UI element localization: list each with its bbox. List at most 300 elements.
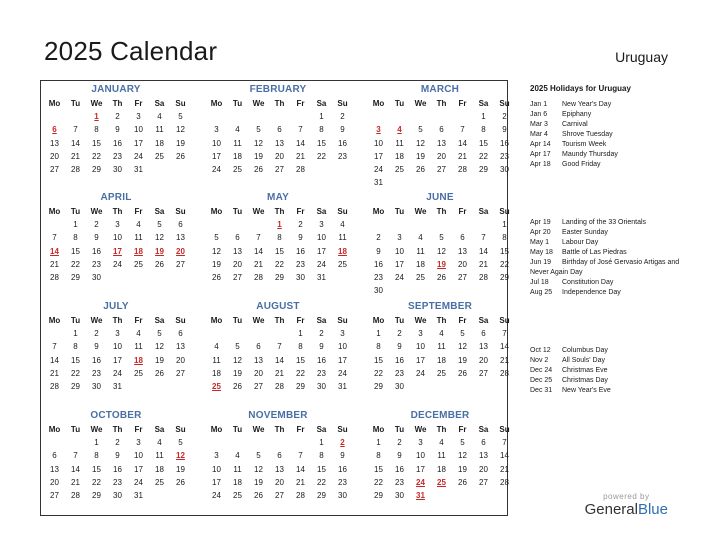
holiday-entry [530, 376, 680, 386]
weekday-header: We [90, 316, 103, 325]
month-march [368, 83, 518, 189]
day-cell: 4 [235, 125, 240, 135]
day-cell: 18 [416, 259, 425, 269]
day-cell: 3 [340, 329, 345, 339]
day-cell: 16 [395, 464, 404, 474]
holiday-date: Mar 3 [530, 121, 548, 128]
day-cell: 25 [416, 272, 425, 282]
day-cell: 18 [395, 151, 404, 161]
weekday-header: Fr [458, 99, 467, 108]
month-may [206, 191, 356, 284]
day-cell: 20 [458, 259, 467, 269]
day-cell: 3 [214, 451, 219, 461]
day-cell: 20 [275, 477, 284, 487]
holiday-entry [530, 120, 680, 130]
day-cell: 5 [256, 125, 261, 135]
weekday-header: Tu [70, 316, 81, 325]
day-cell: 15 [317, 464, 326, 474]
day-cell: 4 [340, 220, 345, 230]
day-cell: 15 [92, 138, 101, 148]
holiday-group [530, 346, 680, 396]
day-cell: 29 [92, 490, 101, 500]
weekday-header: Tu [394, 316, 405, 325]
day-cell: 21 [296, 477, 305, 487]
holiday-day-cell: 18 [134, 355, 143, 365]
weekday-header: Su [175, 207, 186, 216]
month-title: FEBRUARY [249, 84, 307, 95]
holiday-name: New Year's Day [562, 101, 612, 108]
holiday-date: May 18 [530, 249, 553, 256]
day-cell: 22 [500, 259, 509, 269]
day-cell: 26 [437, 272, 446, 282]
holiday-day-cell: 25 [437, 477, 446, 487]
day-cell: 11 [395, 138, 404, 148]
day-cell: 26 [254, 490, 263, 500]
day-cell: 2 [115, 112, 120, 122]
day-cell: 18 [233, 477, 242, 487]
holiday-name: Epiphany [562, 111, 592, 118]
day-cell: 19 [416, 151, 425, 161]
weekday-header: Sa [154, 207, 165, 216]
month-title: JULY [103, 301, 129, 312]
day-cell: 19 [176, 464, 185, 474]
day-cell: 25 [155, 477, 164, 487]
day-cell: 3 [115, 329, 120, 339]
day-cell: 14 [71, 464, 80, 474]
day-cell: 9 [115, 125, 120, 135]
day-cell: 11 [437, 342, 446, 352]
weekday-header: Th [436, 99, 447, 108]
day-cell: 24 [212, 490, 221, 500]
day-cell: 26 [212, 272, 221, 282]
day-cell: 22 [71, 368, 80, 378]
day-cell: 9 [115, 451, 120, 461]
day-cell: 12 [212, 246, 221, 256]
holiday-name: Tourism Week [562, 141, 607, 148]
day-cell: 16 [92, 355, 101, 365]
holiday-day-cell: 14 [50, 246, 59, 256]
day-cell: 23 [317, 368, 326, 378]
day-cell: 23 [338, 477, 347, 487]
day-cell: 7 [73, 125, 78, 135]
day-cell: 30 [113, 490, 122, 500]
weekday-header: Mo [372, 99, 385, 108]
day-cell: 18 [212, 368, 221, 378]
holiday-entry [530, 258, 680, 278]
day-cell: 31 [317, 272, 326, 282]
day-cell: 4 [214, 342, 219, 352]
weekday-header: Mo [48, 99, 61, 108]
holiday-day-cell: 24 [416, 477, 425, 487]
month-title: JANUARY [91, 84, 141, 95]
day-cell: 25 [155, 151, 164, 161]
holiday-date: Apr 17 [530, 151, 551, 158]
day-cell: 8 [73, 233, 78, 243]
day-cell: 30 [92, 272, 101, 282]
day-cell: 4 [439, 438, 444, 448]
day-cell: 30 [374, 286, 383, 296]
day-cell: 31 [113, 381, 122, 391]
day-cell: 23 [92, 368, 101, 378]
day-cell: 23 [500, 151, 509, 161]
day-cell: 1 [73, 329, 78, 339]
day-cell: 22 [374, 477, 383, 487]
day-cell: 24 [134, 477, 143, 487]
brand-logo [585, 492, 668, 518]
day-cell: 8 [298, 342, 303, 352]
day-cell: 14 [50, 355, 59, 365]
day-cell: 27 [458, 272, 467, 282]
holiday-name: All Souls' Day [562, 357, 605, 364]
day-cell: 20 [479, 355, 488, 365]
day-cell: 16 [92, 246, 101, 256]
day-cell: 1 [319, 112, 324, 122]
weekday-header: Mo [210, 425, 223, 434]
weekday-header: Su [337, 99, 348, 108]
month-july [44, 300, 194, 393]
day-cell: 22 [479, 151, 488, 161]
day-cell: 29 [275, 272, 284, 282]
page-title: 2025 Calendar [44, 36, 218, 66]
day-cell: 1 [94, 438, 99, 448]
holiday-entry [530, 346, 680, 356]
day-cell: 21 [50, 368, 59, 378]
day-cell: 7 [298, 125, 303, 135]
day-cell: 12 [254, 464, 263, 474]
day-cell: 4 [157, 112, 162, 122]
day-cell: 4 [418, 233, 423, 243]
day-cell: 10 [374, 138, 383, 148]
month-title: OCTOBER [90, 410, 142, 421]
day-cell: 24 [317, 259, 326, 269]
day-cell: 16 [395, 355, 404, 365]
day-cell: 11 [416, 246, 425, 256]
day-cell: 27 [176, 259, 185, 269]
day-cell: 10 [134, 451, 143, 461]
day-cell: 17 [134, 138, 143, 148]
day-cell: 30 [296, 272, 305, 282]
day-cell: 8 [94, 451, 99, 461]
day-cell: 14 [71, 138, 80, 148]
day-cell: 10 [212, 138, 221, 148]
holiday-date: Jan 1 [530, 101, 548, 108]
day-cell: 11 [134, 233, 143, 243]
holiday-name: New Year's Eve [562, 387, 611, 394]
month-title: MARCH [420, 84, 460, 95]
day-cell: 28 [479, 272, 488, 282]
day-cell: 19 [176, 138, 185, 148]
day-cell: 15 [71, 355, 80, 365]
holiday-entry [530, 150, 680, 160]
day-cell: 13 [437, 138, 446, 148]
day-cell: 13 [275, 138, 284, 148]
day-cell: 10 [113, 233, 122, 243]
day-cell: 21 [71, 477, 80, 487]
holiday-date: Nov 2 [530, 357, 549, 364]
brand-name-blue: Blue [637, 501, 668, 518]
day-cell: 19 [254, 151, 263, 161]
weekday-header: Fr [296, 425, 305, 434]
day-cell: 14 [275, 355, 284, 365]
day-cell: 31 [134, 164, 143, 174]
weekday-header: Su [337, 425, 348, 434]
weekday-header: Sa [478, 99, 489, 108]
month-title: AUGUST [256, 301, 300, 312]
holiday-group [530, 218, 680, 298]
holiday-name: Landing of the 33 Orientals [562, 219, 647, 226]
day-cell: 9 [94, 342, 99, 352]
day-cell: 3 [319, 220, 324, 230]
holiday-name: Christmas Eve [562, 367, 608, 374]
weekday-header: Fr [458, 425, 467, 434]
holiday-entry [530, 228, 680, 238]
day-cell: 23 [395, 477, 404, 487]
day-cell: 8 [376, 451, 381, 461]
day-cell: 5 [460, 329, 465, 339]
holiday-date: Apr 18 [530, 161, 551, 168]
day-cell: 12 [416, 138, 425, 148]
holiday-name: Maundy Thursday [562, 151, 618, 158]
holiday-entry [530, 100, 680, 110]
day-cell: 5 [256, 451, 261, 461]
day-cell: 30 [395, 381, 404, 391]
day-cell: 29 [296, 381, 305, 391]
holiday-date: Jun 19 [530, 259, 552, 266]
day-cell: 19 [233, 368, 242, 378]
weekday-header: Tu [232, 99, 243, 108]
day-cell: 2 [376, 233, 381, 243]
day-cell: 14 [500, 451, 509, 461]
day-cell: 22 [296, 368, 305, 378]
day-cell: 6 [277, 451, 282, 461]
weekday-header: Fr [296, 207, 305, 216]
day-cell: 6 [178, 329, 183, 339]
day-cell: 26 [233, 381, 242, 391]
weekday-header: Sa [478, 425, 489, 434]
day-cell: 20 [233, 259, 242, 269]
weekday-header: Th [274, 207, 285, 216]
weekday-header: Su [337, 207, 348, 216]
day-cell: 18 [155, 464, 164, 474]
day-cell: 22 [92, 477, 101, 487]
day-cell: 21 [479, 259, 488, 269]
day-cell: 30 [500, 164, 509, 174]
holiday-day-cell: 3 [376, 125, 381, 135]
weekday-header: Mo [210, 207, 223, 216]
day-cell: 21 [50, 259, 59, 269]
day-cell: 29 [317, 490, 326, 500]
day-cell: 17 [395, 259, 404, 269]
day-cell: 17 [134, 464, 143, 474]
day-cell: 22 [275, 259, 284, 269]
holiday-day-cell: 31 [416, 490, 425, 500]
holiday-date: Apr 20 [530, 229, 551, 236]
day-cell: 11 [437, 451, 446, 461]
day-cell: 15 [275, 246, 284, 256]
day-cell: 7 [52, 342, 57, 352]
day-cell: 17 [374, 151, 383, 161]
day-cell: 28 [50, 272, 59, 282]
weekday-header: Su [337, 316, 348, 325]
day-cell: 3 [136, 438, 141, 448]
day-cell: 17 [113, 355, 122, 365]
weekday-header: We [252, 316, 265, 325]
holiday-name: Columbus Day [562, 347, 608, 354]
weekday-header: Fr [134, 99, 143, 108]
day-cell: 27 [437, 164, 446, 174]
day-cell: 3 [418, 438, 423, 448]
day-cell: 22 [71, 259, 80, 269]
day-cell: 26 [458, 477, 467, 487]
day-cell: 17 [212, 151, 221, 161]
day-cell: 6 [460, 233, 465, 243]
day-cell: 27 [275, 490, 284, 500]
day-cell: 15 [374, 464, 383, 474]
holiday-day-cell: 1 [277, 220, 282, 230]
day-cell: 28 [296, 164, 305, 174]
day-cell: 9 [397, 451, 402, 461]
day-cell: 6 [439, 125, 444, 135]
holiday-entry [530, 140, 680, 150]
weekday-header: Su [499, 425, 510, 434]
day-cell: 21 [500, 464, 509, 474]
day-cell: 13 [479, 342, 488, 352]
day-cell: 6 [277, 125, 282, 135]
weekday-header: Th [274, 425, 285, 434]
day-cell: 1 [73, 220, 78, 230]
holiday-day-cell: 18 [134, 246, 143, 256]
weekday-header: Mo [210, 316, 223, 325]
holiday-day-cell: 20 [176, 246, 185, 256]
day-cell: 28 [458, 164, 467, 174]
day-cell: 31 [374, 178, 383, 188]
day-cell: 3 [214, 125, 219, 135]
weekday-header: Fr [458, 316, 467, 325]
day-cell: 6 [178, 220, 183, 230]
day-cell: 24 [338, 368, 347, 378]
day-cell: 8 [481, 125, 486, 135]
day-cell: 4 [157, 438, 162, 448]
day-cell: 8 [502, 233, 507, 243]
weekday-header: Su [175, 425, 186, 434]
day-cell: 28 [500, 477, 509, 487]
calendar-grid [40, 80, 508, 516]
day-cell: 11 [233, 138, 242, 148]
weekday-header: Mo [372, 316, 385, 325]
day-cell: 6 [235, 233, 240, 243]
holiday-entry [530, 160, 680, 170]
holiday-name: Carnival [562, 121, 588, 128]
day-cell: 21 [500, 355, 509, 365]
day-cell: 24 [416, 368, 425, 378]
holiday-name: Good Friday [562, 161, 601, 168]
day-cell: 16 [113, 464, 122, 474]
day-cell: 26 [176, 151, 185, 161]
holiday-day-cell: 2 [340, 438, 345, 448]
day-cell: 16 [338, 138, 347, 148]
weekday-header: Th [436, 425, 447, 434]
holiday-date: Apr 19 [530, 219, 551, 226]
day-cell: 27 [176, 368, 185, 378]
holiday-date: Apr 14 [530, 141, 551, 148]
day-cell: 15 [317, 138, 326, 148]
day-cell: 8 [73, 342, 78, 352]
day-cell: 12 [233, 355, 242, 365]
weekday-header: Tu [394, 207, 405, 216]
day-cell: 5 [157, 329, 162, 339]
day-cell: 24 [113, 259, 122, 269]
weekday-header: Sa [316, 207, 327, 216]
day-cell: 27 [254, 381, 263, 391]
day-cell: 26 [155, 259, 164, 269]
day-cell: 5 [235, 342, 240, 352]
brand-powered-by: powered by [603, 492, 650, 501]
day-cell: 8 [319, 451, 324, 461]
holiday-group [530, 100, 680, 170]
day-cell: 11 [155, 451, 164, 461]
holiday-day-cell: 12 [176, 451, 185, 461]
holiday-entry [530, 356, 680, 366]
day-cell: 19 [458, 355, 467, 365]
day-cell: 4 [136, 220, 141, 230]
weekday-header: Mo [210, 99, 223, 108]
day-cell: 4 [439, 329, 444, 339]
month-june [368, 191, 518, 297]
day-cell: 16 [338, 464, 347, 474]
holiday-list [530, 84, 680, 394]
day-cell: 4 [136, 329, 141, 339]
day-cell: 25 [437, 368, 446, 378]
holiday-name: Birthday of José Gervasio Artigas and Never Again Day [530, 259, 680, 276]
day-cell: 10 [113, 342, 122, 352]
day-cell: 9 [397, 342, 402, 352]
day-cell: 5 [439, 233, 444, 243]
weekday-header: Mo [372, 425, 385, 434]
holiday-name: Independence Day [562, 289, 621, 296]
holiday-date: Dec 25 [530, 377, 553, 384]
holiday-entry [530, 130, 680, 140]
day-cell: 14 [296, 464, 305, 474]
day-cell: 5 [460, 438, 465, 448]
weekday-header: Fr [134, 207, 143, 216]
day-cell: 9 [340, 125, 345, 135]
weekday-header: We [90, 207, 103, 216]
day-cell: 11 [212, 355, 221, 365]
weekday-header: Tu [232, 207, 243, 216]
day-cell: 12 [254, 138, 263, 148]
day-cell: 19 [155, 355, 164, 365]
weekday-header: Th [112, 425, 123, 434]
day-cell: 21 [275, 368, 284, 378]
weekday-header: Su [175, 316, 186, 325]
day-cell: 5 [178, 112, 183, 122]
weekday-header: Su [499, 99, 510, 108]
day-cell: 7 [298, 451, 303, 461]
day-cell: 28 [71, 490, 80, 500]
weekday-header: Sa [154, 316, 165, 325]
day-cell: 26 [176, 477, 185, 487]
day-cell: 23 [113, 151, 122, 161]
day-cell: 23 [395, 368, 404, 378]
day-cell: 28 [500, 368, 509, 378]
day-cell: 9 [502, 125, 507, 135]
holiday-date: Oct 12 [530, 347, 551, 354]
day-cell: 13 [458, 246, 467, 256]
day-cell: 18 [233, 151, 242, 161]
day-cell: 13 [50, 464, 59, 474]
holiday-name: Battle of Las Piedras [562, 249, 627, 256]
day-cell: 5 [214, 233, 219, 243]
